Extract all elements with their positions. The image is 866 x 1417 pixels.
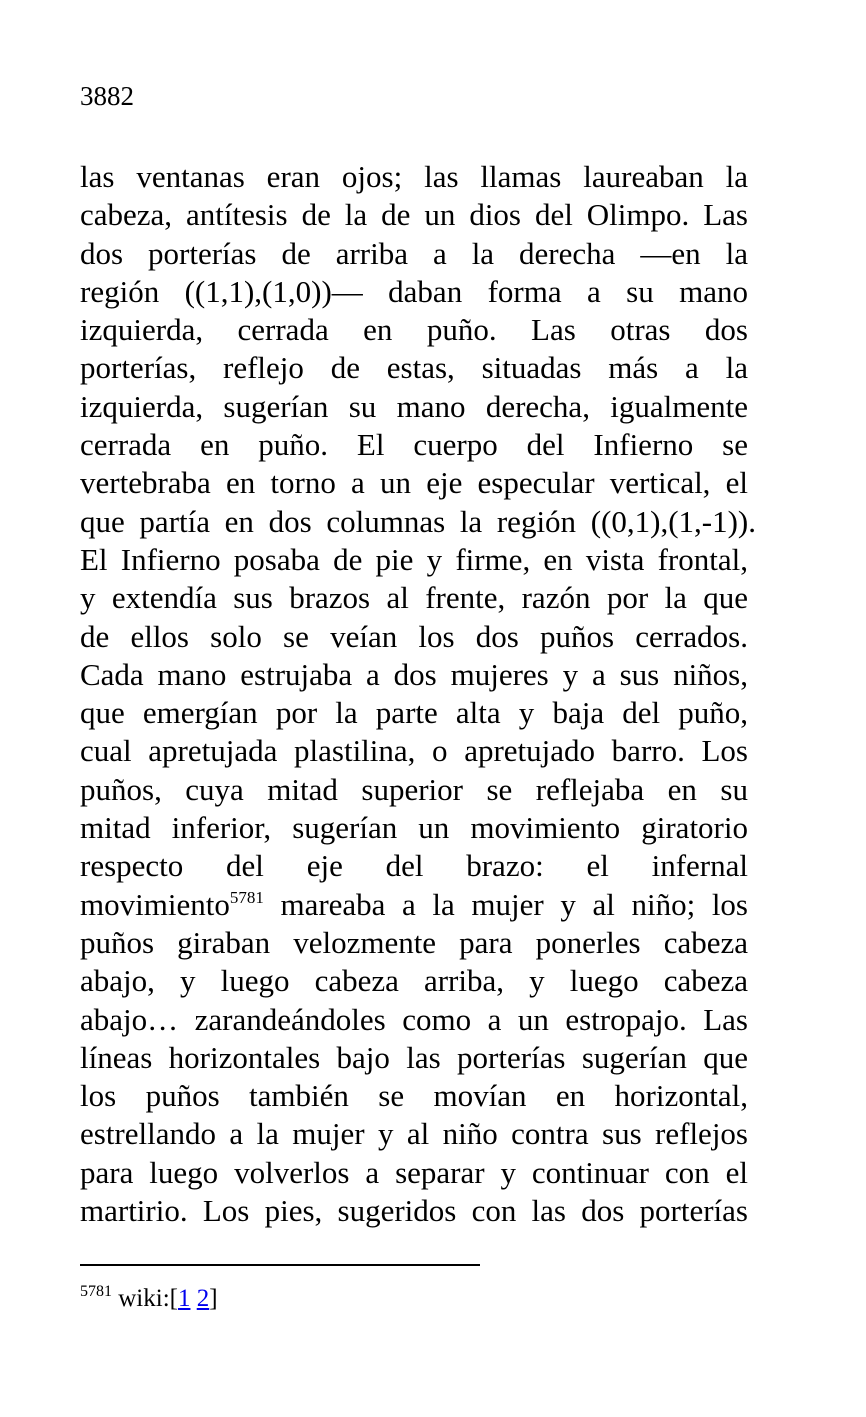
text-line: cabeza, antítesis de la de un dios del Olimpo. Las: [80, 197, 748, 233]
text-line: vertebraba en torno a un eje especular vertical, el: [80, 465, 748, 501]
text-line: abajo, y luego cabeza arriba, y luego cabeza: [80, 963, 748, 999]
body-text: [80, 158, 756, 1230]
text-line: puños, cuya mitad superior se reflejaba en su: [80, 771, 748, 807]
text-line: que emergían por la parte alta y baja del puño,: [80, 695, 748, 731]
text-line: región ((1,1),(1,0))— daban forma a su mano: [80, 273, 748, 309]
text-line: dos porterías de arriba a la derecha —en la: [80, 235, 748, 271]
text-line: estrellando a la mujer y al niño contra sus reflejos: [80, 1116, 748, 1152]
text-line: que partía en dos columnas la región ((0,1),(1,-1)).: [80, 503, 756, 539]
text-line: puños giraban velozmente para ponerles cabeza: [80, 924, 748, 960]
footnote-reference[interactable]: 5781: [229, 887, 264, 907]
footnote-suffix: ]: [209, 1285, 218, 1312]
text-line: Cada mano estrujaba a dos mujeres y a sus niños,: [80, 656, 748, 692]
footnote-number: 5781: [80, 1283, 112, 1300]
text-line: abajo… zarandeándoles como a un estropajo. Las: [80, 1001, 748, 1037]
footnote: [80, 1282, 218, 1316]
footnote-link-1[interactable]: 1: [177, 1285, 191, 1312]
footnote-divider: [80, 1264, 480, 1266]
text-line: para luego volverlos a separar y continuar con el: [80, 1154, 748, 1190]
text-line-with-footnote-ref: [80, 886, 748, 924]
text-line: martirio. Los pies, sugeridos con las dos porterías: [80, 1193, 748, 1229]
text-line: cerrada en puño. El cuerpo del Infierno se: [80, 427, 748, 463]
text-line: izquierda, sugerían su mano derecha, igualmente: [80, 388, 748, 424]
footnote-link-2[interactable]: 2: [196, 1285, 210, 1312]
text-line: izquierda, cerrada en puño. Las otras dos: [80, 312, 748, 348]
text-line: de ellos solo se veían los dos puños cerrados.: [80, 618, 748, 654]
text-line: cual apretujada plastilina, o apretujado barro. Los: [80, 733, 748, 769]
page-number: 3882: [80, 81, 134, 111]
text-fragment: mareaba a la mujer y al niño; los: [263, 886, 748, 922]
text-fragment: movimiento: [80, 886, 230, 922]
text-line: El Infierno posaba de pie y firme, en vista frontal,: [80, 541, 748, 577]
text-line: las ventanas eran ojos; las llamas laureaban la: [80, 159, 748, 194]
footnote-prefix: wiki:[: [112, 1285, 178, 1312]
text-line: respecto del eje del brazo: el infernal: [80, 848, 748, 884]
text-line: porterías, reflejo de estas, situadas más a la: [80, 350, 748, 386]
text-line: mitad inferior, sugerían un movimiento giratorio: [80, 810, 748, 846]
text-line: líneas horizontales bajo las porterías sugerían que: [80, 1039, 748, 1075]
text-line: los puños también se movían en horizontal,: [80, 1078, 748, 1114]
text-line: y extendía sus brazos al frente, razón por la que: [80, 580, 748, 616]
